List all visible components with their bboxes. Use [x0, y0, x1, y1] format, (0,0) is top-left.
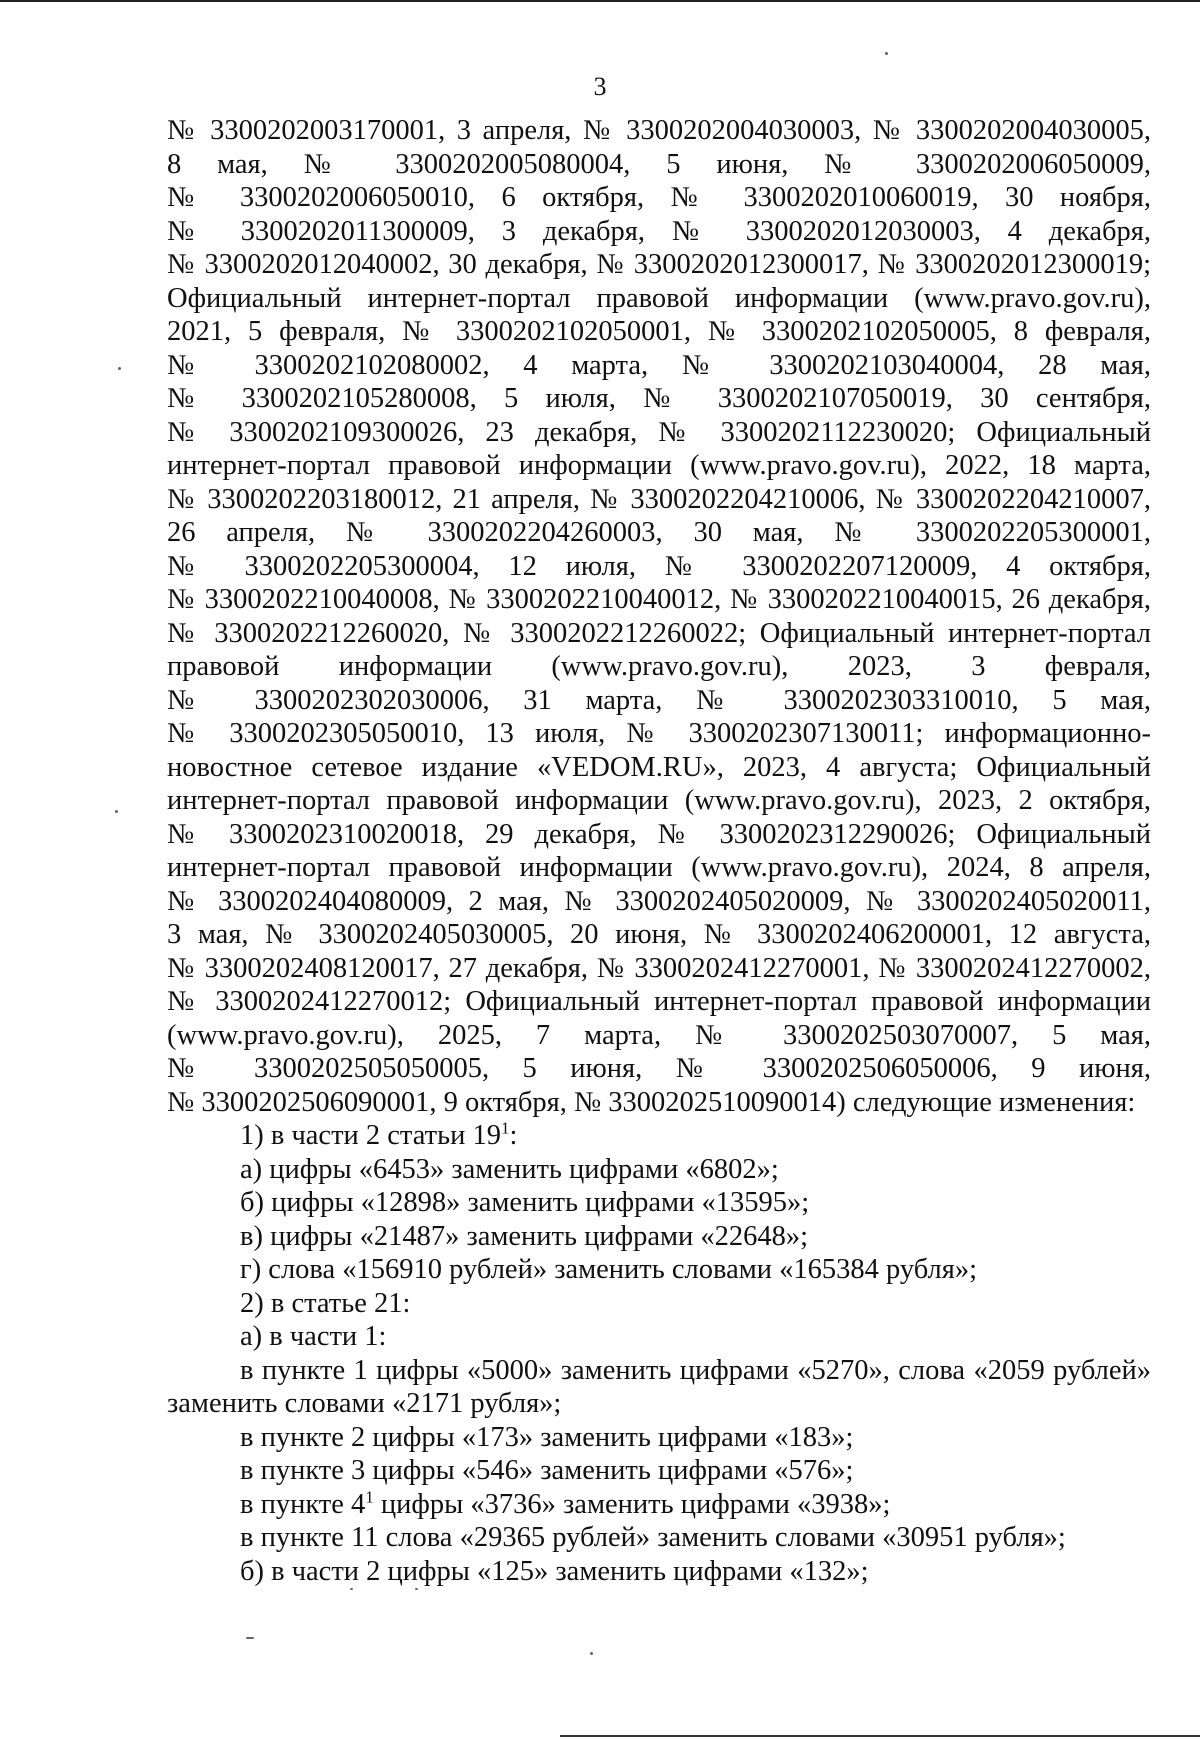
text-line-content: б) в части 2 цифры «125» заменить цифрами «132»;: [240, 1555, 869, 1587]
text-line-continuation: :: [509, 1120, 518, 1151]
text-line-content: правовой информации (www.pravo.gov.ru), 2023, 3 февраля,: [167, 651, 1151, 682]
text-line: [167, 416, 1151, 450]
page-number: 3: [593, 72, 607, 101]
text-line: [167, 851, 1151, 885]
text-line: [167, 1387, 1167, 1421]
text-line: [167, 349, 1151, 383]
text-line-content: 2021, 5 февраля, № 3300202102050001, № 3300202102050005, 8 февраля,: [167, 316, 1151, 347]
text-line-content: № 3300202212260020, № 3300202212260022; Официальный интернет-портал: [167, 617, 1151, 649]
text-line-content: 3 мая, № 3300202405030005, 20 июня, № 3300202406200001, 12 августа,: [167, 919, 1151, 950]
text-line: [240, 1354, 1151, 1388]
text-line: [167, 114, 1151, 148]
text-line-content: интернет-портал правовой информации (www.pravo.gov.ru), 2024, 8 апреля,: [167, 852, 1151, 883]
text-line: [167, 885, 1151, 919]
text-line-content: в) цифры «21487» заменить цифрами «22648»;: [240, 1220, 809, 1252]
text-line-content: № 3300202003170001, 3 апреля, № 3300202004030003, № 3300202004030005,: [167, 115, 1151, 146]
text-line-content: 1) в части 2 статьи 19: [240, 1120, 501, 1151]
text-line-content: в пункте 1 цифры «5000» заменить цифрами «5270», слова «2059 рублей»: [240, 1354, 1151, 1386]
scan-speck: [590, 1652, 593, 1655]
text-line-content: № 3300202505050005, 5 июня, № 3300202506050006, 9 июня,: [167, 1053, 1151, 1084]
text-line: [167, 818, 1151, 852]
text-line: [240, 1320, 1180, 1354]
text-line-content: № 3300202006050010, 6 октября, № 3300202010060019, 30 ноября,: [167, 182, 1151, 213]
text-line-content: в пункте 4: [240, 1488, 366, 1520]
bottom-edge-rule: [560, 1735, 1200, 1737]
text-line: [167, 1019, 1151, 1053]
text-line: [167, 1086, 1167, 1120]
text-line: [240, 1454, 1180, 1488]
text-line: [167, 148, 1151, 182]
text-line: [167, 617, 1151, 651]
text-line-content: в пункте 11 слова «29365 рублей» заменить словами «30951 рубля»;: [240, 1522, 1066, 1553]
text-line: [240, 1186, 1180, 1220]
text-line: [167, 516, 1151, 550]
text-line: [167, 650, 1151, 684]
text-line-content: в пункте 3 цифры «546» заменить цифрами «576»;: [240, 1455, 854, 1486]
text-line-content: в пункте 2 цифры «173» заменить цифрами «183»;: [240, 1421, 854, 1453]
text-line: [167, 449, 1151, 483]
text-line-content: № 3300202310020018, 29 декабря, № 3300202312290026; Официальный: [167, 818, 1151, 850]
superscript-index: 1: [365, 1487, 374, 1506]
scan-speck: [415, 1588, 418, 1590]
text-line-content: а) в части 1:: [240, 1321, 387, 1352]
text-line-content: (www.pravo.gov.ru), 2025, 7 марта, № 3300202503070007, 5 мая,: [167, 1019, 1151, 1051]
text-line: [167, 583, 1151, 617]
scan-speck: [115, 810, 118, 813]
scan-speck: [350, 1588, 353, 1590]
text-line: [240, 1521, 1180, 1555]
text-line: [167, 952, 1151, 986]
text-line: [240, 1153, 1180, 1187]
text-line: [167, 684, 1151, 718]
text-line: [167, 215, 1151, 249]
top-edge-rule: [0, 0, 1200, 2]
text-line-content: 8 мая, № 3300202005080004, 5 июня, № 3300202006050009,: [167, 148, 1151, 180]
text-line: [240, 1555, 1180, 1589]
text-line-content: г) слова «156910 рублей» заменить словами «165384 рубля»;: [240, 1254, 978, 1285]
text-line: [240, 1119, 1180, 1153]
text-line: [167, 918, 1151, 952]
text-line-content: № 3300202210040008, № 3300202210040012, № 3300202210040015, 26 декабря,: [167, 584, 1151, 615]
text-line-content: № 3300202109300026, 23 декабря, № 3300202112230020; Официальный: [167, 416, 1151, 448]
text-line: [240, 1253, 1180, 1287]
text-line-content: № 3300202012040002, 30 декабря, № 3300202012300017, № 3300202012300019;: [167, 249, 1151, 280]
text-line-content: № 3300202105280008, 5 июля, № 3300202107050019, 30 сентября,: [167, 383, 1151, 414]
text-line: [167, 282, 1151, 316]
text-line-content: заменить словами «2171 рубля»;: [167, 1388, 562, 1419]
text-line: [240, 1488, 1180, 1522]
scan-speck: [246, 1637, 254, 1639]
text-line-content: № 3300202412270012; Официальный интернет-портал правовой информации: [167, 986, 1151, 1017]
text-line: [167, 181, 1151, 215]
text-line: [167, 985, 1151, 1019]
text-line-content: № 3300202102080002, 4 марта, № 3300202103040004, 28 мая,: [167, 349, 1151, 381]
text-line: [167, 784, 1151, 818]
text-line-content: № 3300202506090001, 9 октября, № 3300202510090014) следующие изменения:: [167, 1086, 1136, 1118]
text-line: [240, 1287, 1180, 1321]
text-line-content: Официальный интернет-портал правовой информации (www.pravo.gov.ru),: [167, 282, 1151, 314]
text-line-content: № 3300202205300004, 12 июля, № 3300202207120009, 4 октября,: [167, 550, 1151, 582]
text-line-content: № 3300202203180012, 21 апреля, № 3300202204210006, № 3300202204210007,: [167, 483, 1151, 515]
text-line-content: б) цифры «12898» заменить цифрами «13595»;: [240, 1187, 810, 1218]
text-line-continuation: цифры «3736» заменить цифрами «3938»;: [373, 1488, 891, 1520]
text-line-content: новостное сетевое издание «VEDOM.RU», 2023, 4 августа; Официальный: [167, 751, 1151, 783]
text-line: [167, 751, 1151, 785]
text-line: [167, 315, 1151, 349]
text-line: [167, 1052, 1151, 1086]
text-line: [167, 717, 1151, 751]
text-line: [167, 248, 1151, 282]
document-body: [0, 114, 1200, 1588]
text-line-content: 2) в статье 21:: [240, 1287, 411, 1319]
text-line: [240, 1421, 1180, 1455]
text-line: [167, 483, 1151, 517]
text-line-content: № 3300202305050010, 13 июля, № 3300202307130011; информационно-: [167, 718, 1151, 749]
text-line: [240, 1220, 1180, 1254]
text-line-content: № 3300202404080009, 2 мая, № 3300202405020009, № 3300202405020011,: [167, 885, 1151, 917]
superscript-index: 1: [500, 1118, 510, 1138]
text-line-content: № 3300202302030006, 31 марта, № 3300202303310010, 5 мая,: [167, 684, 1151, 716]
text-line-content: 26 апреля, № 3300202204260003, 30 мая, № 3300202205300001,: [167, 517, 1151, 548]
text-line-content: № 3300202011300009, 3 декабря, № 3300202012030003, 4 декабря,: [167, 215, 1151, 247]
text-line-content: а) цифры «6453» заменить цифрами «6802»;: [240, 1153, 779, 1185]
scan-speck: [118, 367, 121, 370]
text-line-content: интернет-портал правовой информации (www.pravo.gov.ru), 2022, 18 марта,: [167, 450, 1151, 481]
text-line: [167, 550, 1151, 584]
scan-speck: [885, 52, 888, 55]
text-line-content: интернет-портал правовой информации (www.pravo.gov.ru), 2023, 2 октября,: [167, 785, 1151, 816]
text-line-content: № 3300202408120017, 27 декабря, № 3300202412270001, № 3300202412270002,: [167, 952, 1151, 984]
text-line: [167, 382, 1151, 416]
